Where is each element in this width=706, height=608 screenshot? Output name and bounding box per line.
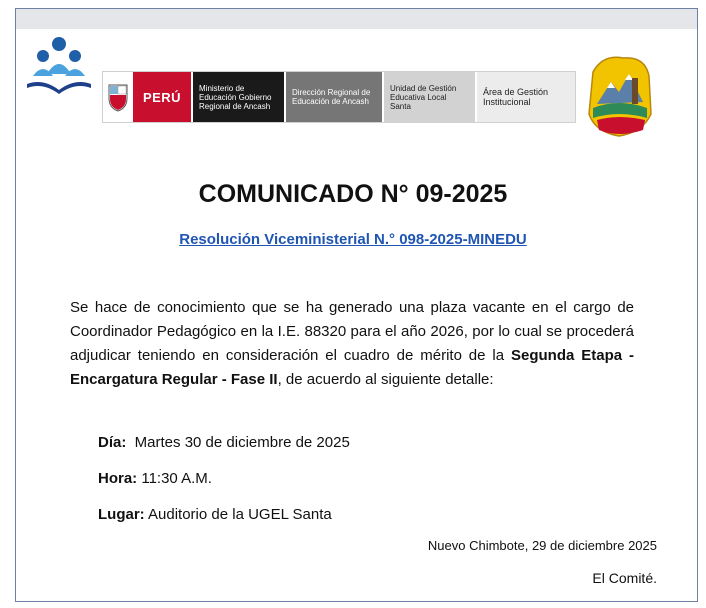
detail-place-value: Auditorio de la UGEL Santa bbox=[144, 506, 332, 523]
top-bar bbox=[16, 9, 697, 29]
institutional-banner bbox=[102, 71, 576, 123]
signature: El Comité. bbox=[592, 570, 657, 586]
detail-day bbox=[98, 434, 350, 451]
detail-place-label: Lugar: bbox=[98, 506, 145, 523]
detail-time-label: Hora: bbox=[98, 470, 138, 487]
ugel-label: Unidad de Gestión Educativa Local Santa bbox=[382, 72, 475, 122]
ministry-label: Ministerio de Educación Gobierno Regional de Ancash bbox=[191, 72, 284, 122]
education-logo bbox=[25, 34, 93, 98]
region-ancash-logo bbox=[583, 52, 655, 140]
peru-label: PERÚ bbox=[133, 72, 191, 122]
paragraph-bold-phase: Segunda Etapa - Encargatura Regular - Fase II bbox=[70, 347, 634, 388]
paragraph-text-part2: , de acuerdo al siguiente detalle: bbox=[277, 371, 494, 388]
detail-time bbox=[98, 470, 212, 487]
detail-place bbox=[98, 506, 332, 523]
peru-shield-icon bbox=[103, 72, 133, 122]
resolution-link[interactable]: Resolución Viceministerial N.° 098-2025-MINEDU bbox=[179, 231, 527, 248]
direccion-label: Dirección Regional de Educación de Ancash bbox=[284, 72, 382, 122]
area-label: Área de Gestión Institucional bbox=[475, 72, 575, 122]
announcement-paragraph bbox=[70, 296, 634, 392]
detail-time-value: 11:30 A.M. bbox=[137, 470, 212, 487]
page-title: COMUNICADO N° 09-2025 bbox=[198, 180, 508, 208]
detail-day-label: Día: bbox=[98, 434, 127, 451]
paragraph-text-part1: Se hace de conocimiento que se ha generado una plaza vacante en el cargo de Coordinador Pedagógico en la I.E. 88320 para el año 2026, por lo cual se procederá adjudicar teniendo en consideración el cuadro de mérito de la bbox=[70, 299, 634, 364]
detail-day-value: Martes 30 de diciembre de 2025 bbox=[126, 434, 350, 451]
place-date: Nuevo Chimbote, 29 de diciembre 2025 bbox=[427, 538, 657, 553]
